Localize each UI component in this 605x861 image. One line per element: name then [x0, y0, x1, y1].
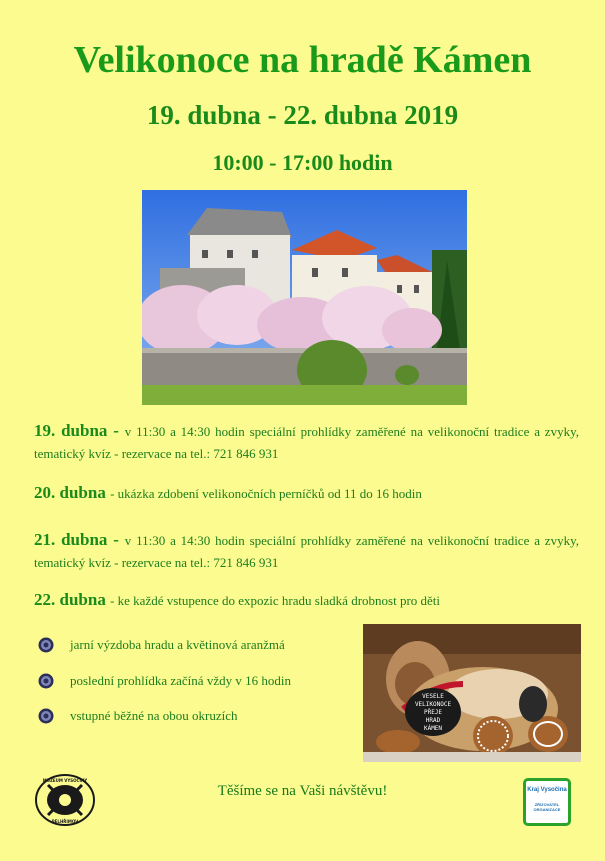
logo-text-bottom: PELHŘIMOV	[51, 819, 79, 824]
kraj-vysocina-logo	[523, 778, 571, 826]
castle-photo	[142, 190, 467, 405]
logo-right-bottom-2: ORGANIZACE	[533, 807, 561, 812]
entry-text: - ke každé vstupence do expozic hradu sladká drobnost pro děti	[110, 593, 441, 608]
entry-day: 22. dubna	[34, 590, 106, 609]
logo-text-top: MUZEUM VYSOČINY	[42, 778, 88, 783]
easter-egg-bullet-icon	[38, 673, 54, 689]
easter-sweets-photo	[363, 624, 581, 762]
opening-hours: 10:00 - 17:00 hodin	[212, 150, 393, 175]
sweets-text-line: VELIKONOCE	[414, 701, 452, 708]
easter-egg-bullet-icon	[38, 637, 54, 653]
program-entry-20	[34, 482, 579, 505]
program-entry-22	[34, 589, 579, 612]
entry-separator: -	[107, 421, 125, 440]
bullet-item	[38, 706, 238, 726]
program-entry-19	[34, 420, 579, 465]
logo-right-bottom-1: ZŘIZOVATEL	[534, 802, 560, 807]
event-dates: 19. dubna - 22. dubna 2019	[146, 100, 459, 130]
bullet-item	[38, 671, 291, 691]
entry-text: v 11:30 a 14:30 hodin speciální prohlídky zaměřené na velikonoční tradice a zvyky, tematický kvíz - rezervace na tel.: 721 846 931	[34, 424, 579, 461]
sweets-text-line: KÁMEN	[423, 725, 443, 732]
greeting-text: Těšíme se na Vaši návštěvu!	[217, 783, 388, 799]
entry-day: 20. dubna	[34, 483, 106, 502]
sweets-text-line: VESELE	[422, 693, 444, 700]
bullet-text: jarní výzdoba hradu a květinová aranžmá	[70, 637, 285, 652]
entry-separator: -	[107, 530, 125, 549]
bullet-item	[38, 635, 285, 655]
museum-logo	[34, 773, 96, 827]
entry-day: 19. dubna	[34, 421, 108, 440]
entry-day: 21. dubna	[34, 530, 108, 549]
sweets-text-line: HRAD	[425, 717, 441, 724]
bullet-text: vstupné běžné na obou okruzích	[70, 708, 238, 723]
sweets-text-line: PŘEJE	[423, 709, 443, 716]
easter-egg-bullet-icon	[38, 708, 54, 724]
entry-text: - ukázka zdobení velikonočních perníčků od 11 do 16 hodin	[110, 486, 422, 501]
entry-text: v 11:30 a 14:30 hodin speciální prohlídky zaměřené na velikonoční tradice a zvyky, tematický kvíz - rezervace na tel.: 721 846 931	[34, 533, 579, 570]
logo-right-top: Kraj Vysočina	[527, 787, 567, 793]
page-title: Velikonoce na hradě Kámen	[73, 39, 532, 81]
program-entry-21	[34, 529, 579, 574]
bullet-text: poslední prohlídka začíná vždy v 16 hodin	[70, 673, 291, 688]
